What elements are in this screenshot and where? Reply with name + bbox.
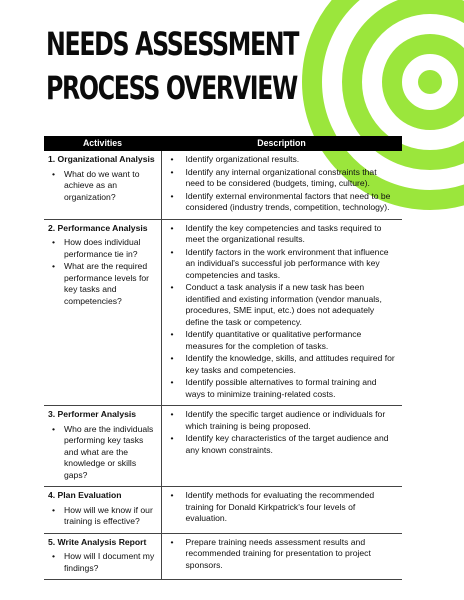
activity-cell bbox=[44, 406, 161, 487]
description-item: • Conduct a task analysis if a new task has been identified and existing information (vendor manuals, procedures, SME input, etc.) does not adequately define the task or competency. bbox=[166, 282, 399, 328]
activity-heading: 3. Performer Analysis bbox=[48, 409, 137, 419]
description-cell bbox=[161, 151, 402, 219]
description-cell bbox=[161, 533, 402, 580]
description-cell bbox=[161, 219, 402, 406]
description-item: • Identify the specific target audience or individuals for which training is being proposed. bbox=[166, 409, 399, 432]
description-item: • Identify possible alternatives to formal training and ways to minimize training-related costs. bbox=[166, 377, 399, 400]
question-item: • What are the required performance levels for key tasks and competencies? bbox=[48, 261, 157, 307]
activity-cell bbox=[44, 533, 161, 580]
table-row bbox=[44, 406, 402, 487]
table-header-row bbox=[44, 136, 402, 151]
table-row bbox=[44, 533, 402, 580]
table-row bbox=[44, 151, 402, 219]
question-item: • How does individual performance tie in? bbox=[48, 237, 157, 260]
question-list bbox=[48, 169, 157, 204]
header-description: Description bbox=[161, 136, 402, 151]
question-list bbox=[48, 424, 157, 482]
description-item: • Identify organizational results. bbox=[166, 154, 399, 166]
question-list bbox=[48, 551, 157, 574]
title-line-1: NEEDS ASSESSMENT bbox=[46, 25, 299, 63]
description-item: • Identify factors in the work environment that influence an individual's successful job performance with key competencies and tasks. bbox=[166, 247, 399, 282]
activity-cell bbox=[44, 487, 161, 534]
description-item: • Identify external environmental factors that need to be considered (industry trends, competition, technology). bbox=[166, 191, 399, 214]
page-title bbox=[46, 22, 298, 110]
activity-heading: 2. Performance Analysis bbox=[48, 222, 148, 233]
question-list bbox=[48, 505, 157, 528]
activity-heading: 4. Plan Evaluation bbox=[48, 490, 122, 500]
description-cell bbox=[161, 406, 402, 487]
description-list bbox=[166, 490, 399, 525]
description-list bbox=[166, 409, 399, 456]
description-list bbox=[166, 223, 399, 401]
process-table bbox=[44, 136, 402, 580]
description-item: • Identify key characteristics of the target audience and any known constraints. bbox=[166, 433, 399, 456]
description-item: • Prepare training needs assessment results and recommended training for presentation to project sponsors. bbox=[166, 537, 399, 572]
question-item: • How will I document my findings? bbox=[48, 551, 157, 574]
header-activities: Activities bbox=[44, 136, 161, 151]
question-item: • How will we know if our training is effective? bbox=[48, 505, 157, 528]
question-item: • What do we want to achieve as an organization? bbox=[48, 169, 157, 204]
description-item: • Identify quantitative or qualitative performance measures for the completion of tasks. bbox=[166, 329, 399, 352]
table-row bbox=[44, 487, 402, 534]
activity-heading: 5. Write Analysis Report bbox=[48, 536, 147, 547]
question-item: • Who are the individuals performing key tasks and what are the knowledge or skills gaps? bbox=[48, 424, 157, 482]
description-list bbox=[166, 154, 399, 214]
activity-cell bbox=[44, 151, 161, 219]
target-bullseye bbox=[418, 70, 442, 94]
description-item: • Identify the key competencies and tasks required to meet the organizational results. bbox=[166, 223, 399, 246]
title-line-2: PROCESS OVERVIEW bbox=[46, 69, 297, 107]
description-list bbox=[166, 537, 399, 572]
description-item: • Identify the knowledge, skills, and attitudes required for key tasks and competencies. bbox=[166, 353, 399, 376]
question-list bbox=[48, 237, 157, 307]
description-cell bbox=[161, 487, 402, 534]
description-item: • Identify methods for evaluating the recommended training for Donald Kirkpatrick's four levels of evaluation. bbox=[166, 490, 399, 525]
table-row bbox=[44, 219, 402, 406]
activity-cell bbox=[44, 219, 161, 406]
target-ring-inner bbox=[392, 44, 464, 120]
description-item: • Identify any internal organizational constraints that need to be considered (budgets, timing, culture). bbox=[166, 167, 399, 190]
activity-heading: 1. Organizational Analysis bbox=[48, 154, 155, 164]
